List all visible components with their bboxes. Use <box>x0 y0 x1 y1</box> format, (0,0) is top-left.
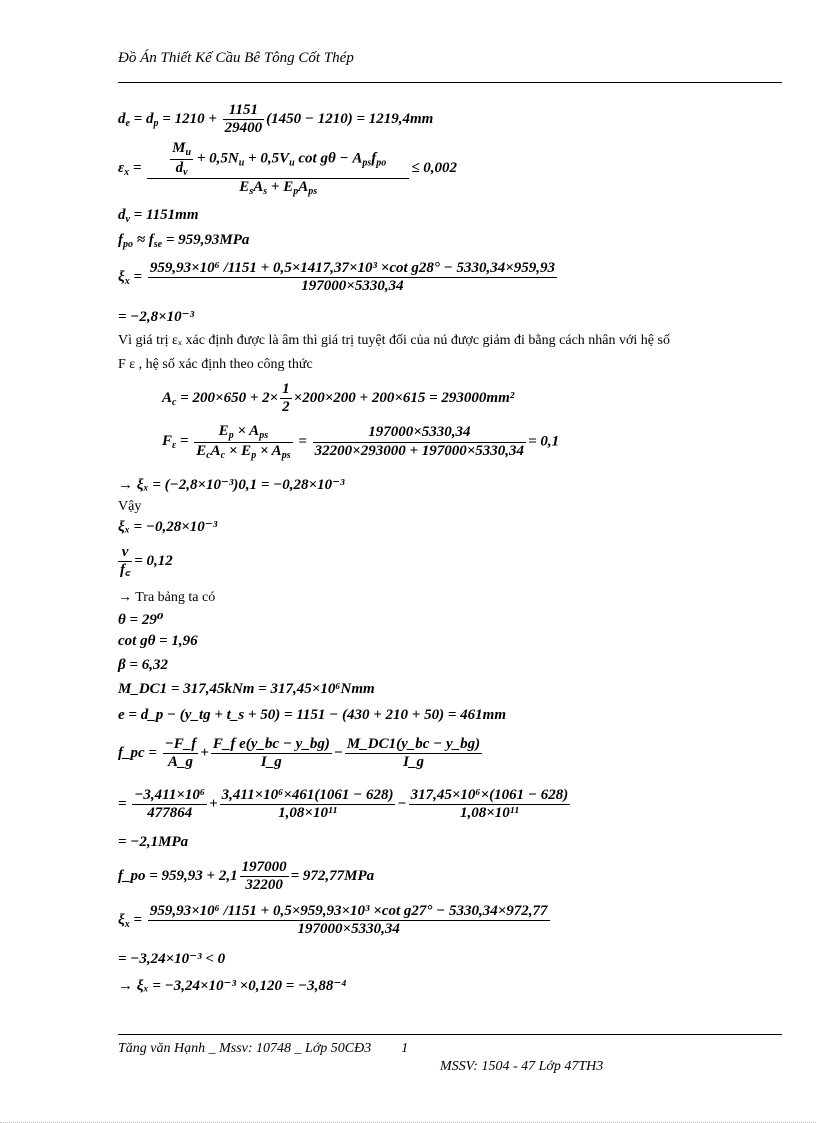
footer-class: MSSV: 1504 - 47 Lớp 47TH3 <box>440 1059 604 1074</box>
eq-cot: cot gθ = 1,96 <box>118 633 198 649</box>
page-number: 1 <box>401 1041 409 1056</box>
eq-result-2: = −2,1MPa <box>118 834 189 850</box>
eq-xi-1: $\xi_x$ = 959,93×10⁶ /1151 + 0,5×1417,37×10³ ×cot g28° − 5330,34×959,93 197000×5330,34 <box>118 260 556 295</box>
eq-fpc: f_pc = $\frac{-F\_f}{A\_g}$ + $\frac{\text{F\_f e(y\_bc − y\_bg)}}{I\_g}$ − $\frac{M\_DC1(y\_bc - y\_bg)}{I\_g}$ <box>118 736 481 771</box>
eq-xi-2: → ξₓ = (−2,8×10⁻³)0,1 = −0,28×10⁻³ <box>118 477 345 493</box>
eq-dv: $d_v = 1151mm$ <box>118 207 199 225</box>
eq-result-1: = −2,8×10⁻³ <box>118 309 195 325</box>
eq-beta: β = 6,32 <box>118 657 168 673</box>
eq-fe: $F_\varepsilon$ = $\frac{E_p \times A_{ps}}{E_cA_c \times E_p \times A_{ps}}$ = $\frac{197000\times 5330,34}{32200\times 293000 + 197000\times 5330,34}$ = 0,1 <box>162 423 560 461</box>
eq-de: $d_e = d_p = 1210$ + $\frac{1151}{29400}$ (1450 − 1210) = 1219,4mm <box>118 102 434 137</box>
eq-theta: θ = 29⁰ <box>118 612 164 628</box>
eq-mdc1: M_DC1 = 317,45kNm = 317,45×10⁶Nmm <box>118 681 375 697</box>
header-rule <box>118 82 782 83</box>
eq-epsilon-x: $\varepsilon_x$ = $\frac{M_u}{d_v}$ + $0,5N_u + 0,5V_u$ $\cot g\theta - A_{ps}f_{po}$ $E_sA_s + E_pA_{ps}$ ≤ 0,002 <box>118 140 457 197</box>
footer-author: Tăng văn Hạnh _ Mssv: 10748 _ Lớp 50CĐ3 1 <box>118 1041 409 1056</box>
footer-rule <box>118 1034 782 1035</box>
paragraph-line-1: Vì giá trị εₓ xác định được là âm thì giá trị tuyệt đối của nú được giảm đi bằng cách nhân với hệ số <box>118 333 670 348</box>
eq-fpo-2: f_po = 959,93 + 2,1 $\frac{197000}{32200}$ = 972,77MPa <box>118 859 375 894</box>
text-tra-bang: → Tra bảng ta có <box>118 590 216 605</box>
eq-fpc-calc: = $\frac{\text{−3,411×10⁶}}{477864}$ + $\frac{\text{3,411×10⁶×461(1061 − 628)}}{\text{1,08×10¹¹}}$ − $\frac{\text{317,45×10⁶×(1061 − 628)}}{\text{1,08×10¹¹}}$ <box>118 787 569 822</box>
text-vay: Vậy <box>118 499 142 514</box>
eq-result-3: = −3,24×10⁻³ < 0 <box>118 951 226 967</box>
eq-fpo: $f_{po} \approx f_{se} = 959,93MPa$ <box>118 232 250 250</box>
eq-result-4: → ξₓ = −3,24×10⁻³ ×0,120 = −3,88⁻⁴ <box>118 978 347 994</box>
eq-xi-3: ξₓ = −0,28×10⁻³ <box>118 519 218 535</box>
eq-v-fc: $\frac{v}{f꜀}$ = 0,12 <box>120 544 173 579</box>
eq-xi-4: $\xi_x$ = $\frac{\text{959,93×10⁶ /1151 + 0,5×959,93×10³ ×cot g27° − 5330,34×972,77}}{197000\times 5330,34}$ <box>118 903 548 938</box>
page-header: Đồ Án Thiết Kế Cầu Bê Tông Cốt Thép <box>118 50 354 66</box>
paragraph-line-2: F ε , hệ số xác định theo công thức <box>118 357 313 372</box>
eq-e: e = d_p − (y_tg + t_s + 50) = 1151 − (430 + 210 + 50) = 461mm <box>118 707 506 723</box>
eq-ac: $A_c = 200\times 650 + 2\times$ $\frac{1}{2}$ ×200×200 + 200×615 = 293000mm² <box>162 381 515 416</box>
